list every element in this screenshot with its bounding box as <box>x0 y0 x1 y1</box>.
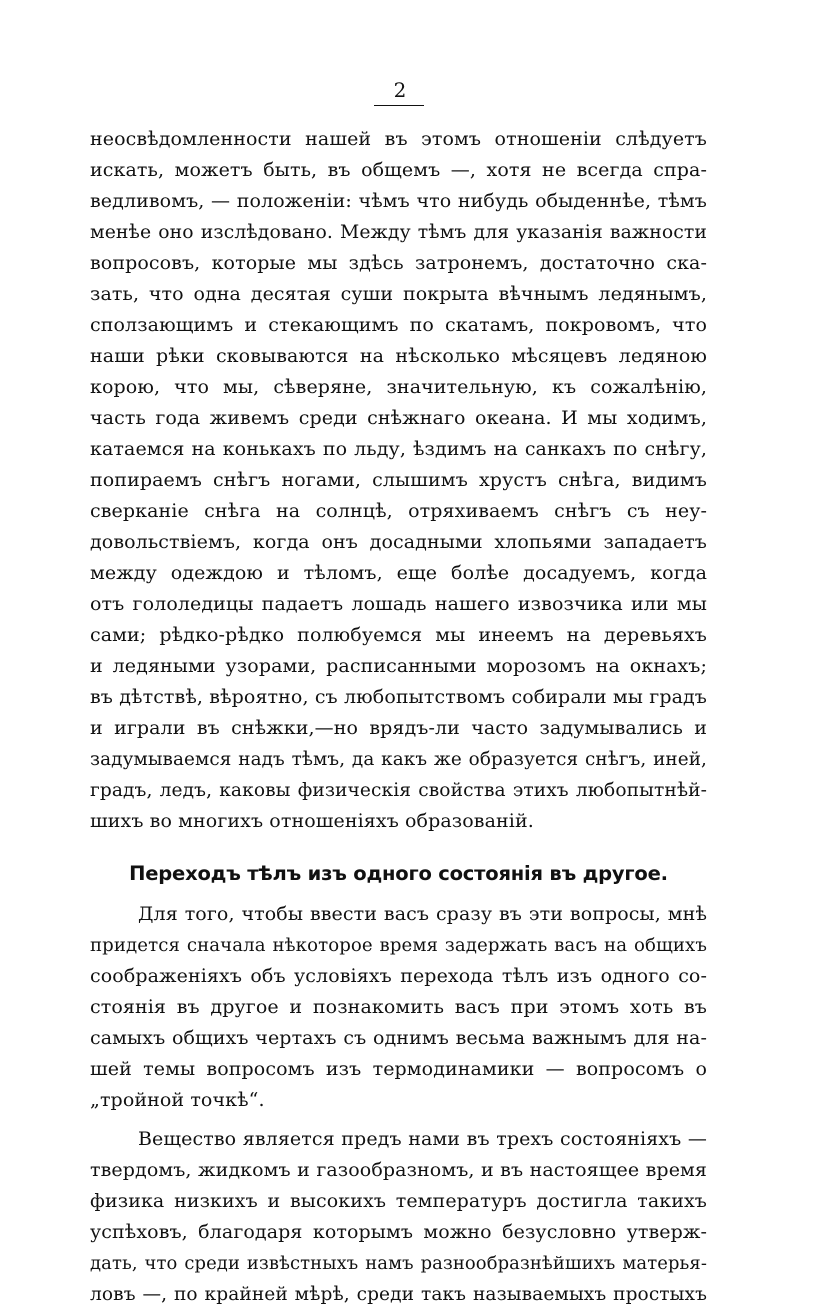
text-line: попираемъ снѣгъ ногами, слышимъ хрустъ снѣга, видимъ <box>90 469 707 491</box>
text-line: искать, можетъ быть, въ общемъ —, хотя не всегда спра- <box>90 159 707 181</box>
text-line: ведливомъ, — положенiи: чѣмъ что нибудь обыденнѣе, тѣмъ <box>90 190 707 212</box>
paragraph-3 <box>90 1124 707 1310</box>
text-line: и играли въ снѣжки,—но врядъ-ли часто задумывались и <box>90 717 707 739</box>
text-line: придется сначала нѣкоторое время задержать васъ на общихъ <box>90 935 707 956</box>
text-line: катаемся на конькахъ по льду, ѣздимъ на санкахъ по снѣгу, <box>90 438 707 460</box>
text-line: соображенiяхъ объ условiяхъ перехода тѣлъ изъ одного со- <box>90 965 707 987</box>
text-line: неосвѣдомленности нашей въ этомъ отношенiи слѣдуетъ <box>90 128 707 150</box>
paragraph-gap <box>90 1116 707 1124</box>
page-number-rule <box>374 105 424 106</box>
section-heading: Переходъ тѣлъ изъ одного состоянiя въ другое. <box>129 862 668 885</box>
text-line: менѣе оно изслѣдовано. Между тѣмъ для указанiя важности <box>90 222 707 243</box>
text-line: твердомъ, жидкомъ и газообразномъ, и въ настоящее время <box>90 1159 707 1181</box>
text-line: сами; рѣдко-рѣдко полюбуемся мы инеемъ на деревьяхъ <box>90 624 707 646</box>
text-line: „тройной точкѣ“. <box>90 1089 265 1111</box>
text-line: дать, что среди извѣстныхъ намъ разнообразнѣйшихъ матерья- <box>90 1253 707 1274</box>
paragraph-1 <box>90 124 707 837</box>
text-line: задумываемся надъ тѣмъ, да какъ же образуется снѣгъ, иней, <box>90 749 707 770</box>
text-line: вопросовъ, которые мы здѣсь затронемъ, достаточно ска- <box>90 252 707 274</box>
text-line: и ледяными узорами, расписанными морозомъ на окнахъ; <box>90 655 707 677</box>
text-line: наши рѣки сковываются на нѣсколько мѣсяцевъ ледяною <box>90 345 707 367</box>
text-line: отъ гололедицы падаетъ лошадь нашего извозчика или мы <box>90 593 707 615</box>
text-line: ловъ —, по крайней мѣрѣ, среди такъ называемыхъ простыхъ <box>90 1284 707 1305</box>
text-line: самыхъ общихъ чертахъ съ однимъ весьма важнымъ для на- <box>90 1027 707 1049</box>
text-line: корою, что мы, сѣверяне, значительную, къ сожалѣнiю, <box>90 376 707 398</box>
text-line: стоянiя въ другое и познакомить васъ при этомъ хоть въ <box>90 996 707 1018</box>
text-line: въ дѣтствѣ, вѣроятно, съ любопытствомъ собирали мы градъ <box>90 686 707 708</box>
text-line: шей темы вопросомъ изъ термодинамики — вопросомъ о <box>90 1058 707 1080</box>
page-number: 2 <box>393 78 407 102</box>
text-line: успѣховъ, благодаря которымъ можно безусловно утверж- <box>90 1221 707 1243</box>
text-line: довольствiемъ, когда онъ досадными хлопьями западаетъ <box>90 531 707 553</box>
text-line: Вещество является предъ нами въ трехъ состоянiяхъ — <box>138 1128 707 1150</box>
text-line: шихъ во многихъ отношенiяхъ образованiй. <box>90 810 534 832</box>
text-line: между одеждою и тѣломъ, еще болѣе досадуемъ, когда <box>90 562 707 584</box>
text-line: физика низкихъ и высокихъ температуръ достигла такихъ <box>90 1190 707 1212</box>
text-line: сверканiе снѣга на солнцѣ, отряхиваемъ снѣгъ съ неу- <box>90 500 707 522</box>
text-line: Для того, чтобы ввести васъ сразу въ эти вопросы, мнѣ <box>138 903 707 925</box>
text-line: сползающимъ и стекающимъ по скатамъ, покровомъ, что <box>90 314 707 336</box>
body-text <box>90 124 707 1310</box>
text-line: зать, что одна десятая суши покрыта вѣчнымъ ледянымъ, <box>90 283 707 305</box>
text-line: часть года живемъ среди снѣжнаго океана. И мы ходимъ, <box>90 407 707 429</box>
paragraph-2 <box>90 899 707 1116</box>
text-line: градъ, ледъ, каковы физическiя свойства этихъ любопытнѣй- <box>90 780 707 801</box>
